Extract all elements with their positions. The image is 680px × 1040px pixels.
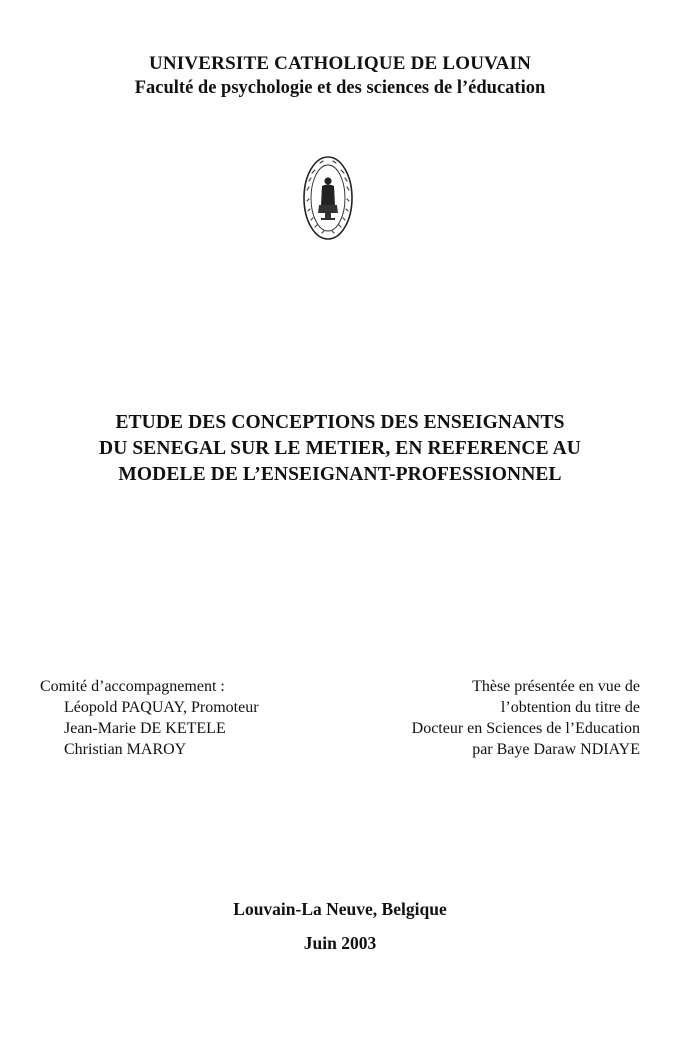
committee-heading: Comité d’accompagnement :	[40, 678, 225, 695]
thesis-statement-line: Thèse présentée en vue de	[472, 678, 640, 695]
thesis-title-line: ETUDE DES CONCEPTIONS DES ENSEIGNANTS	[115, 412, 565, 433]
thesis-title-line: MODELE DE L’ENSEIGNANT-PROFESSIONNEL	[118, 464, 562, 485]
thesis-statement	[412, 676, 640, 760]
thesis-title	[0, 410, 680, 488]
thesis-statement-line: par Baye Daraw NDIAYE	[472, 741, 640, 758]
thesis-statement-line: Docteur en Sciences de l’Education	[411, 720, 640, 737]
place: Louvain-La Neuve, Belgique	[233, 899, 447, 919]
place-and-date	[0, 898, 680, 954]
institution-header	[0, 52, 680, 100]
committee-block	[40, 676, 259, 760]
thesis-statement-line: l’obtention du titre de	[500, 699, 640, 716]
thesis-title-line: DU SENEGAL SUR LE METIER, EN REFERENCE AU	[99, 438, 581, 459]
committee-member: Christian MAROY	[64, 741, 187, 758]
faculty-name: Faculté de psychologie et des sciences de l’éducation	[134, 78, 546, 98]
committee-member: Léopold PAQUAY, Promoteur	[64, 699, 259, 716]
date: Juin 2003	[303, 933, 377, 953]
university-seal-icon	[302, 155, 354, 241]
committee-member: Jean-Marie DE KETELE	[64, 720, 226, 737]
university-name: UNIVERSITE CATHOLIQUE DE LOUVAIN	[148, 53, 532, 74]
